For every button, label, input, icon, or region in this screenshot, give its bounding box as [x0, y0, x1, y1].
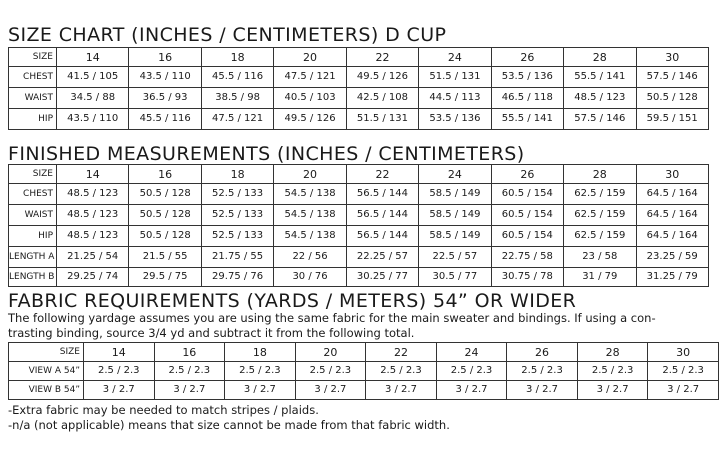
size-header-cell: 18 [225, 343, 296, 362]
size-header-cell: 20 [295, 343, 366, 362]
table-cell: 3 / 2.7 [507, 381, 578, 400]
table-row [9, 381, 719, 400]
table-cell: 3 / 2.7 [225, 381, 296, 400]
table-cell: 30.25 / 77 [346, 268, 418, 287]
row-label: LENGTH A [9, 247, 57, 268]
size-header-cell: 16 [154, 343, 225, 362]
table-cell: 51.5 / 131 [346, 109, 418, 130]
table-row [9, 109, 709, 130]
table-cell: 22.75 / 58 [491, 247, 563, 268]
size-header-cell: 14 [84, 343, 155, 362]
table-cell: 59.5 / 151 [636, 109, 708, 130]
table-cell: 48.5 / 123 [57, 205, 129, 226]
size-header-cell: 28 [577, 343, 648, 362]
table-cell: 48.5 / 123 [57, 184, 129, 205]
size-header-cell: 22 [346, 48, 418, 67]
table-cell: 30.75 / 78 [491, 268, 563, 287]
size-chart-title: SIZE CHART (INCHES / CENTIMETERS) D CUP [8, 24, 447, 46]
size-header-label: SIZE [9, 165, 57, 184]
table-cell: 31 / 79 [564, 268, 636, 287]
table-cell: 58.5 / 149 [419, 226, 491, 247]
table-header-row [9, 48, 709, 67]
table-cell: 21.25 / 54 [57, 247, 129, 268]
table-header-row [9, 165, 709, 184]
size-header-cell: 20 [274, 165, 346, 184]
finished-measurements-title: FINISHED MEASUREMENTS (INCHES / CENTIMETERS) [8, 143, 525, 165]
row-label: CHEST [9, 67, 57, 88]
row-label: WAIST [9, 205, 57, 226]
size-header-cell: 14 [57, 48, 129, 67]
size-header-cell: 16 [129, 165, 201, 184]
size-header-cell: 30 [648, 343, 719, 362]
table-cell: 30.5 / 77 [419, 268, 491, 287]
fabric-notes [8, 403, 450, 433]
table-cell: 60.5 / 154 [491, 184, 563, 205]
table-cell: 34.5 / 88 [57, 88, 129, 109]
table-cell: 43.5 / 110 [129, 67, 201, 88]
size-header-cell: 18 [201, 48, 273, 67]
table-cell: 58.5 / 149 [419, 184, 491, 205]
table-cell: 21.5 / 55 [129, 247, 201, 268]
table-cell: 49.5 / 126 [274, 109, 346, 130]
fabric-note: -Extra fabric may be needed to match stripes / plaids. [8, 403, 319, 417]
table-cell: 57.5 / 146 [636, 67, 708, 88]
table-cell: 48.5 / 123 [564, 88, 636, 109]
table-cell: 55.5 / 141 [564, 67, 636, 88]
table-cell: 23.25 / 59 [636, 247, 708, 268]
size-header-cell: 28 [564, 165, 636, 184]
table-cell: 62.5 / 159 [564, 205, 636, 226]
table-cell: 47.5 / 121 [201, 109, 273, 130]
table-cell: 51.5 / 131 [419, 67, 491, 88]
table-cell: 60.5 / 154 [491, 205, 563, 226]
table-row [9, 362, 719, 381]
table-header-row [9, 343, 719, 362]
table-cell: 64.5 / 164 [636, 184, 708, 205]
table-cell: 55.5 / 141 [491, 109, 563, 130]
table-cell: 22.25 / 57 [346, 247, 418, 268]
table-cell: 54.5 / 138 [274, 205, 346, 226]
table-cell: 23 / 58 [564, 247, 636, 268]
fabric-intro-line: trasting binding, source 3/4 yd and subtract it from the following total. [8, 326, 415, 340]
table-row [9, 67, 709, 88]
table-cell: 2.5 / 2.3 [84, 362, 155, 381]
size-header-label: SIZE [9, 343, 84, 362]
table-cell: 64.5 / 164 [636, 226, 708, 247]
table-cell: 54.5 / 138 [274, 184, 346, 205]
row-label: HIP [9, 226, 57, 247]
row-label: VIEW B 54” [9, 381, 84, 400]
size-header-cell: 22 [366, 343, 437, 362]
table-cell: 48.5 / 123 [57, 226, 129, 247]
table-cell: 60.5 / 154 [491, 226, 563, 247]
table-cell: 3 / 2.7 [366, 381, 437, 400]
table-cell: 43.5 / 110 [57, 109, 129, 130]
table-cell: 41.5 / 105 [57, 67, 129, 88]
table-cell: 31.25 / 79 [636, 268, 708, 287]
size-header-cell: 24 [436, 343, 507, 362]
table-row [9, 268, 709, 287]
table-cell: 2.5 / 2.3 [154, 362, 225, 381]
finished-measurements-table [8, 164, 709, 287]
table-cell: 57.5 / 146 [564, 109, 636, 130]
table-cell: 52.5 / 133 [201, 226, 273, 247]
row-label: HIP [9, 109, 57, 130]
size-header-cell: 24 [419, 165, 491, 184]
table-cell: 45.5 / 116 [201, 67, 273, 88]
fabric-intro-line: The following yardage assumes you are using the same fabric for the main sweater and bindings. If using a con- [8, 311, 656, 325]
table-cell: 58.5 / 149 [419, 205, 491, 226]
row-label: CHEST [9, 184, 57, 205]
table-cell: 46.5 / 118 [491, 88, 563, 109]
table-cell: 2.5 / 2.3 [648, 362, 719, 381]
table-row [9, 88, 709, 109]
table-cell: 56.5 / 144 [346, 205, 418, 226]
table-cell: 50.5 / 128 [129, 226, 201, 247]
size-header-cell: 28 [564, 48, 636, 67]
table-cell: 2.5 / 2.3 [225, 362, 296, 381]
fabric-requirements-title: FABRIC REQUIREMENTS (YARDS / METERS) 54” OR WIDER [8, 290, 577, 312]
table-cell: 2.5 / 2.3 [577, 362, 648, 381]
table-cell: 62.5 / 159 [564, 226, 636, 247]
fabric-intro [8, 311, 716, 341]
size-chart-table [8, 47, 709, 130]
size-header-cell: 24 [419, 48, 491, 67]
row-label: LENGTH B [9, 268, 57, 287]
table-cell: 3 / 2.7 [84, 381, 155, 400]
table-cell: 49.5 / 126 [346, 67, 418, 88]
size-header-cell: 20 [274, 48, 346, 67]
table-cell: 53.5 / 136 [491, 67, 563, 88]
table-cell: 21.75 / 55 [201, 247, 273, 268]
table-row [9, 184, 709, 205]
table-cell: 45.5 / 116 [129, 109, 201, 130]
table-cell: 64.5 / 164 [636, 205, 708, 226]
table-cell: 52.5 / 133 [201, 205, 273, 226]
table-cell: 36.5 / 93 [129, 88, 201, 109]
table-cell: 2.5 / 2.3 [295, 362, 366, 381]
table-cell: 2.5 / 2.3 [507, 362, 578, 381]
row-label: WAIST [9, 88, 57, 109]
size-header-cell: 26 [491, 48, 563, 67]
table-row [9, 247, 709, 268]
table-cell: 40.5 / 103 [274, 88, 346, 109]
table-cell: 2.5 / 2.3 [436, 362, 507, 381]
size-header-label: SIZE [9, 48, 57, 67]
table-cell: 22.5 / 57 [419, 247, 491, 268]
table-cell: 53.5 / 136 [419, 109, 491, 130]
size-header-cell: 16 [129, 48, 201, 67]
size-header-cell: 22 [346, 165, 418, 184]
table-cell: 3 / 2.7 [295, 381, 366, 400]
size-header-cell: 18 [201, 165, 273, 184]
size-header-cell: 26 [491, 165, 563, 184]
table-cell: 50.5 / 128 [129, 205, 201, 226]
table-cell: 22 / 56 [274, 247, 346, 268]
table-cell: 29.75 / 76 [201, 268, 273, 287]
size-header-cell: 14 [57, 165, 129, 184]
table-cell: 30 / 76 [274, 268, 346, 287]
fabric-requirements-table [8, 342, 719, 400]
table-cell: 3 / 2.7 [648, 381, 719, 400]
table-cell: 29.5 / 75 [129, 268, 201, 287]
table-cell: 42.5 / 108 [346, 88, 418, 109]
table-cell: 52.5 / 133 [201, 184, 273, 205]
table-cell: 3 / 2.7 [577, 381, 648, 400]
table-row [9, 226, 709, 247]
table-cell: 2.5 / 2.3 [366, 362, 437, 381]
table-row [9, 205, 709, 226]
table-cell: 54.5 / 138 [274, 226, 346, 247]
table-cell: 62.5 / 159 [564, 184, 636, 205]
table-cell: 50.5 / 128 [129, 184, 201, 205]
table-cell: 29.25 / 74 [57, 268, 129, 287]
fabric-note: -n/a (not applicable) means that size cannot be made from that fabric width. [8, 418, 450, 432]
row-label: VIEW A 54” [9, 362, 84, 381]
table-cell: 50.5 / 128 [636, 88, 708, 109]
table-cell: 38.5 / 98 [201, 88, 273, 109]
size-header-cell: 26 [507, 343, 578, 362]
table-cell: 3 / 2.7 [154, 381, 225, 400]
size-header-cell: 30 [636, 165, 708, 184]
table-cell: 56.5 / 144 [346, 184, 418, 205]
table-cell: 3 / 2.7 [436, 381, 507, 400]
table-cell: 56.5 / 144 [346, 226, 418, 247]
size-header-cell: 30 [636, 48, 708, 67]
table-cell: 44.5 / 113 [419, 88, 491, 109]
table-cell: 47.5 / 121 [274, 67, 346, 88]
